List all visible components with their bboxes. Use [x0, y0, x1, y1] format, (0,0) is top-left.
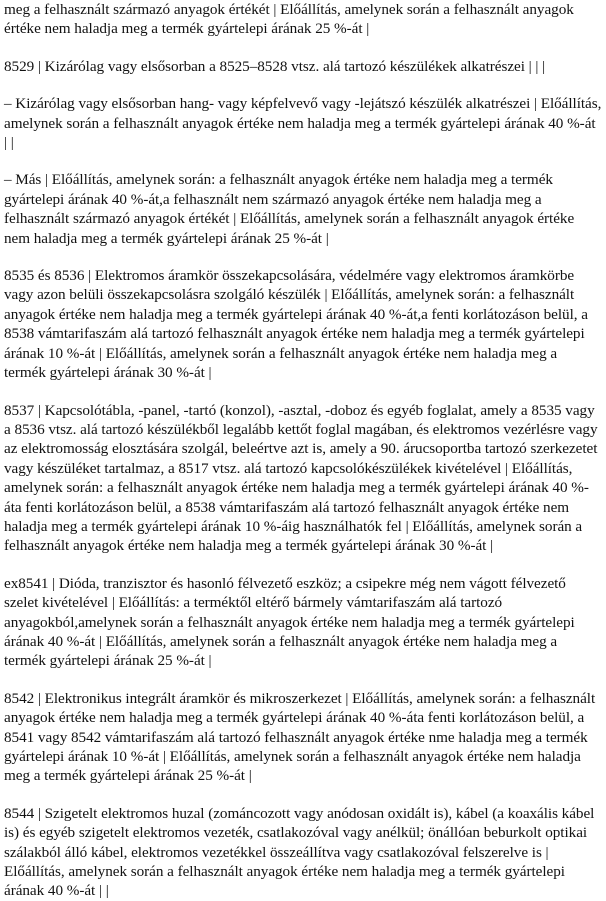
paragraph-spacer [4, 76, 602, 94]
paragraph-spacer [4, 248, 602, 266]
paragraph-8544: 8544 | Szigetelt elektromos huzal (zománcozott vagy anódosan oxidált is), kábel (a koaxális kábel is) és egyéb szigetelt elektromos vezeték, csatlakozóval vagy anélkül; önállóan beburkolt optikai szálakból álló kábel, elektromos vezetékkel összeállítva vagy csatlakozóval felszerelve is | Előállítás, amelynek során a felhasznált anyagok értéke nem haladja meg a termék gyártelepi árának 40 %-át | | [4, 804, 595, 900]
paragraph-8542: 8542 | Elektronikus integrált áramkör és mikroszerkezet | Előállítás, amelynek során: a felhasznált anyagok értéke nem haladja meg a termék gyártelepi árának 40 %-áta fenti korlátozáson belül, a 8541 vagy 8542 vámtarifaszám alá tartozó felhasznált anyagok értéke nme haladja meg a termék gyártelepi árának 10 %-át | Előállítás, amelynek során a felhasznált anyagok értéke nem haladja meg a termék gyártelepi árának 25 %-át | [4, 689, 596, 785]
document-page [4, 0, 602, 901]
paragraph-spacer [4, 556, 602, 574]
paragraph-continuation: meg a felhasznált származó anyagok értékét | Előállítás, amelynek során a felhasznált anyagok értéke nem haladja meg a termék gyártelepi árának 25 %-át | [4, 1, 574, 38]
paragraph-8535-8536: 8535 és 8536 | Elektromos áramkör összekapcsolására, védelmére vagy elektromos áramkörbe vagy azon belüli összekapcsolásra szolgáló készülék | Előállítás, amelynek során: a felhasznált anyagok értéke nem haladja meg a termék gyártelepi árának 40 %-át,a fenti korlátozáson belül, a 8538 vámtarifaszám alá tartozó felhasznált anyagok értéke nem haladja meg a termék gyártelepi árának 10 %-át | Előállítás, amelynek során a felhasznált anyagok értéke nem haladja meg a termék gyártelepi árának 30 %-át | [4, 267, 588, 382]
paragraph-spacer [4, 152, 602, 170]
paragraph-8529-sound-parts: – Kizárólag vagy elsősorban hang- vagy képfelvevő vagy -lejátszó készülék alkatrészei | Előállítás, amelynek során a felhasznált anyagok értéke nem haladja meg a termék gyártelepi árának 40 %-át | | [4, 95, 602, 152]
paragraph-8537: 8537 | Kapcsolótábla, -panel, -tartó (konzol), -asztal, -doboz és egyéb foglalat, amely a 8535 vagy a 8536 vtsz. alá tartozó készülékből legalább kettőt foglal magában, és elektromos vezérlésre vagy az elektromosság elosztására szolgál, beleértve azt is, amely a 90. árucsoportba tartozó szerkezetet vagy készüléket tartalmaz, a 8517 vtsz. alá tartozó kapcsolókészülékek kivételével | Előállítás, amelynek során: a felhasznált anyagok értéke nem haladja meg a termék gyártelepi árának 40 %-áta fenti korlátozáson belül, a 8538 vámtarifaszám alá tartozó felhasznált anyagok értéke nem haladja meg a termék gyártelepi árának 10 %-áig használhatók fel | Előállítás, amelynek során a felhasznált anyagok értéke nem haladja meg a termék gyártelepi árának 30 %-át | [4, 401, 598, 555]
paragraph-spacer [4, 383, 602, 401]
paragraph-8529-other: – Más | Előállítás, amelynek során: a felhasznált anyagok értéke nem haladja meg a termék gyártelepi árának 40 %-át,a felhasznált nem származó anyagok értéke nem haladja meg a felhasznált származó anyagok értékét | Előállítás, amelynek során a felhasznált anyagok értéke nem haladja meg a termék gyártelepi árának 25 %-át | [4, 171, 575, 247]
paragraph-spacer [4, 671, 602, 689]
paragraph-spacer [4, 39, 602, 57]
paragraph-8529: 8529 | Kizárólag vagy elsősorban a 8525–8528 vtsz. alá tartozó készülékek alkatrészei | | | [4, 57, 546, 75]
paragraph-ex8541: ex8541 | Dióda, tranzisztor és hasonló félvezető eszköz; a csipekre még nem vágott félvezető szelet kivételével | Előállítás: a terméktől eltérő bármely vámtarifaszám alá tartozó anyagokból,amelynek során a felhasznált anyagok értéke nem haladja meg a termék gyártelepi árának 40 %-át | Előállítás, amelynek során a felhasznált anyagok értéke nem haladja meg a termék gyártelepi árának 25 %-át | [4, 574, 575, 670]
paragraph-spacer [4, 786, 602, 804]
